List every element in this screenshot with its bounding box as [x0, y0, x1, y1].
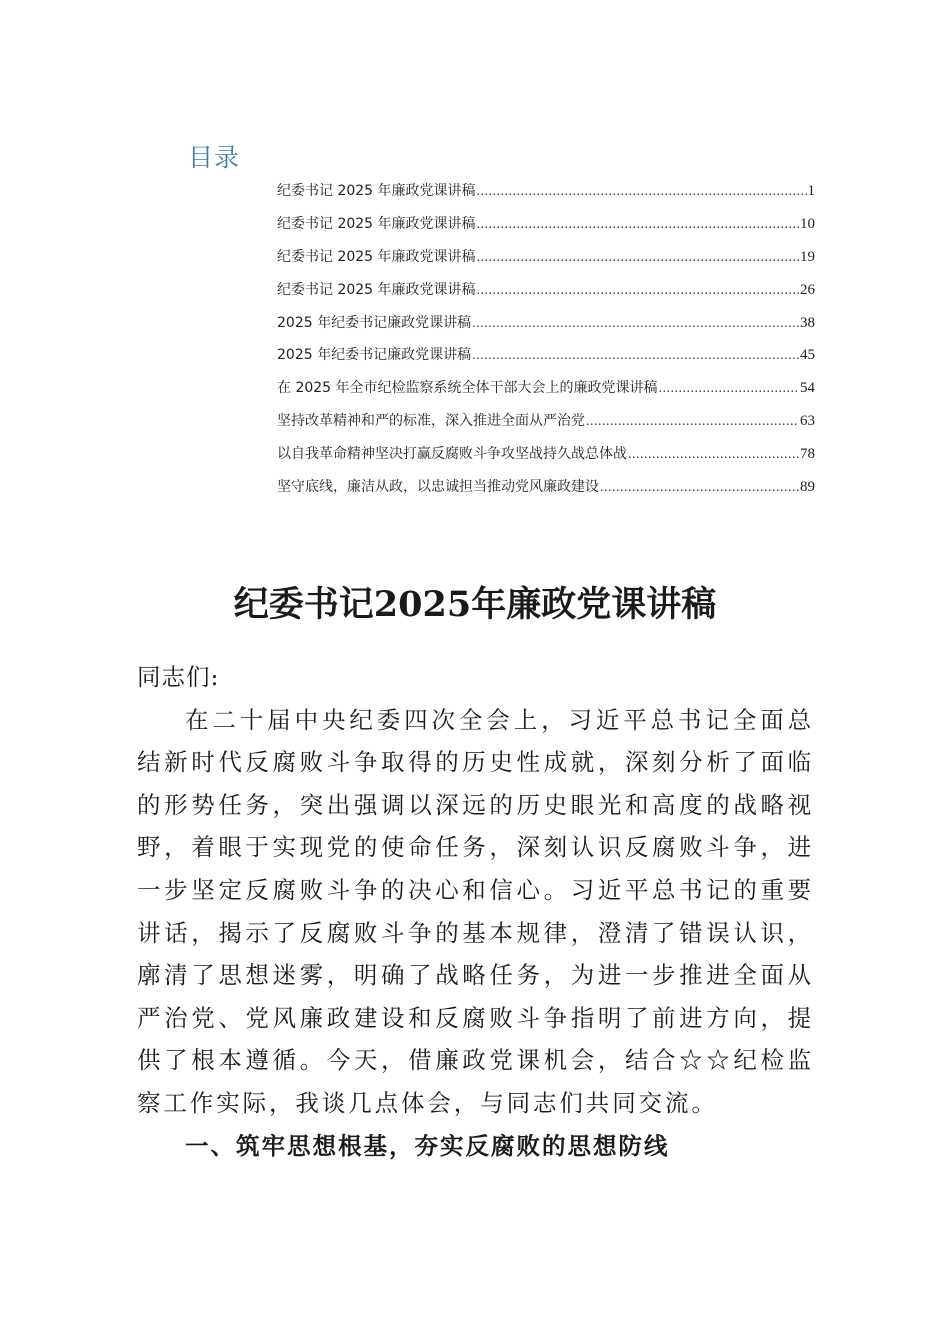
toc-title: 目录 — [188, 143, 241, 172]
toc-leader-dots — [628, 447, 799, 463]
toc-entry[interactable] — [277, 443, 815, 476]
toc-leader-dots — [477, 250, 799, 266]
toc-entry-text: 坚持改革精神和严的标准，深入推进全面从严治党 — [277, 413, 585, 430]
document-title: 纪委书记2025年廉政党课讲稿 — [233, 584, 717, 626]
toc-entry-text: 在 2025 年全市纪检监察系统全体干部大会上的廉政党课讲稿 — [277, 380, 658, 397]
toc-entry[interactable] — [277, 279, 815, 312]
salutation: 同志们: — [137, 663, 220, 691]
toc-entry-page: 10 — [800, 215, 815, 232]
toc-entry[interactable] — [277, 246, 815, 279]
toc-entry-text: 纪委书记 2025 年廉政党课讲稿 — [277, 215, 476, 232]
toc-leader-dots — [600, 480, 799, 496]
toc-leader-dots — [586, 414, 799, 430]
toc-entry-page: 54 — [800, 380, 815, 397]
toc-entry-page: 45 — [800, 347, 815, 364]
toc-entry-text: 纪委书记 2025 年廉政党课讲稿 — [277, 281, 476, 298]
toc-leader-dots — [477, 283, 799, 299]
toc-entry-page: 89 — [800, 479, 815, 496]
toc-entry-text: 坚守底线，廉洁从政，以忠诚担当推动党风廉政建设 — [277, 479, 599, 496]
toc-entry[interactable] — [277, 180, 815, 213]
toc-entry-page: 63 — [800, 413, 815, 430]
toc-leader-dots — [477, 184, 807, 200]
toc-leader-dots — [472, 316, 799, 332]
toc-entry-page: 78 — [800, 446, 815, 463]
toc-entry[interactable] — [277, 344, 815, 377]
body-paragraph: 在二十届中央纪委四次全会上，习近平总书记全面总结新时代反腐败斗争取得的历史性成就，深刻分析了面临的形势任务，突出强调以深远的历史眼光和高度的战略视野，着眼于实现党的使命任务，深刻认识反腐败斗争，进一步坚定反腐败斗争的决心和信心。习近平总书记的重要讲话，揭示了反腐败斗争的基本规律，澄清了错误认识，廓清了思想迷雾，明确了战略任务，为进一步推进全面从严治党、党风廉政建设和反腐败斗争指明了前进方向，提供了根本遵循。今天，借廉政党课机会，结合☆☆纪检监察工作实际，我谈几点体会，与同志们共同交流。 — [137, 705, 814, 1117]
toc-entry-text: 2025 年纪委书记廉政党课讲稿 — [277, 314, 472, 331]
toc-entry-page: 38 — [800, 314, 815, 331]
toc-leader-dots — [659, 381, 799, 397]
toc-leader-dots — [472, 348, 799, 364]
toc-entry-page: 26 — [800, 281, 815, 298]
toc-entry[interactable] — [277, 410, 815, 443]
toc-entry-text: 纪委书记 2025 年廉政党课讲稿 — [277, 183, 476, 199]
toc-entry-text: 纪委书记 2025 年廉政党课讲稿 — [277, 248, 476, 265]
document-body — [137, 656, 814, 1167]
toc-entry[interactable] — [277, 213, 815, 246]
section-heading: 一、筑牢思想根基，夯实反腐败的思想防线 — [185, 1131, 670, 1160]
toc-entry-page: 1 — [807, 183, 815, 199]
toc-leader-dots — [477, 217, 799, 233]
toc-entry[interactable] — [277, 476, 815, 509]
toc-entry[interactable] — [277, 377, 815, 410]
toc-entry[interactable] — [277, 312, 815, 345]
toc-entry-text: 以自我革命精神坚决打赢反腐败斗争攻坚战持久战总体战 — [277, 446, 627, 463]
toc-list — [277, 180, 815, 509]
toc-entry-page: 19 — [800, 248, 815, 265]
toc-entry-text: 2025 年纪委书记廉政党课讲稿 — [277, 347, 472, 364]
